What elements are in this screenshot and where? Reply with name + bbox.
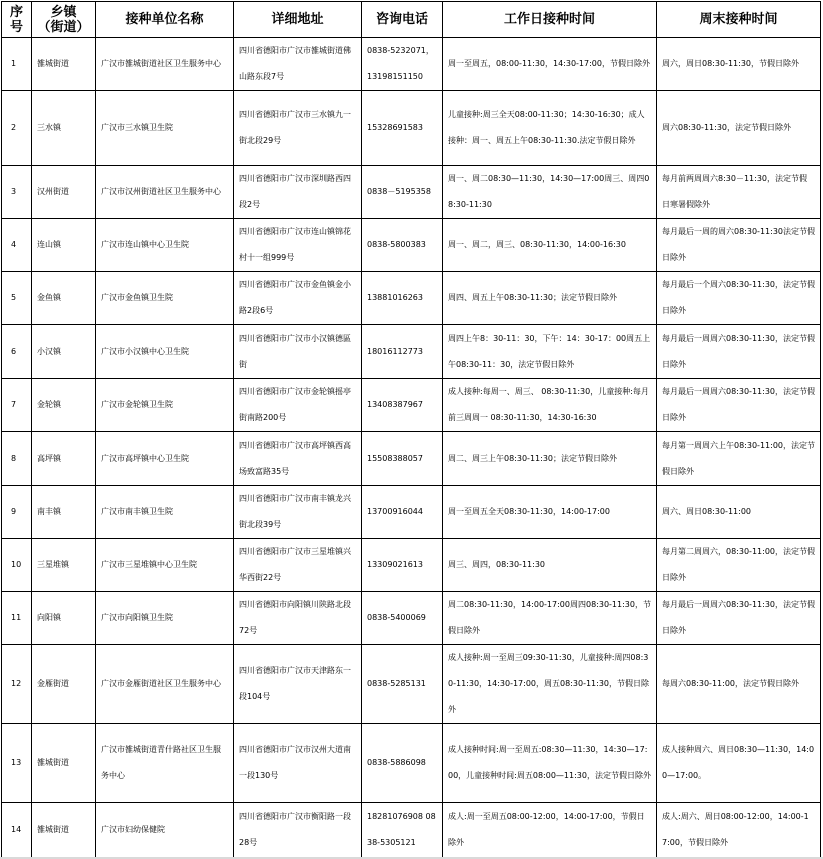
cell-unit: 广汉市金轮镇卫生院 xyxy=(96,379,234,432)
cell-weekend-time: 每月最后一周周六08:30-11:30，法定节假日除外 xyxy=(657,592,821,645)
cell-town: 汉州街道 xyxy=(32,166,96,219)
cell-phone: 15328691583 xyxy=(362,91,443,166)
cell-town: 雒城街道 xyxy=(32,38,96,91)
cell-phone: 0838-5400069 xyxy=(362,592,443,645)
cell-no: 14 xyxy=(2,803,32,858)
cell-weekday-time: 成人:周一至周五08:00-12:00，14:00-17:00，节假日除外 xyxy=(443,803,657,858)
table-row xyxy=(2,38,821,91)
cell-unit: 广汉市南丰镇卫生院 xyxy=(96,486,234,539)
cell-no: 6 xyxy=(2,325,32,379)
header-address: 详细地址 xyxy=(234,2,362,38)
cell-town: 三水镇 xyxy=(32,91,96,166)
cell-phone: 13700916044 xyxy=(362,486,443,539)
cell-no: 1 xyxy=(2,38,32,91)
header-weekday: 工作日接种时间 xyxy=(443,2,657,38)
table-row xyxy=(2,379,821,432)
cell-weekday-time: 周一至周五，08:00-11:30，14:30-17:00，节假日除外 xyxy=(443,38,657,91)
cell-unit: 广汉市金雁街道社区卫生服务中心 xyxy=(96,645,234,724)
cell-weekend-time: 每月第一周周六上午08:30-11:00，法定节假日除外 xyxy=(657,432,821,486)
cell-phone: 0838－5195358 xyxy=(362,166,443,219)
cell-no: 4 xyxy=(2,219,32,272)
cell-address: 四川省德阳市广汉市汉州大道南一段130号 xyxy=(234,724,362,803)
table-row xyxy=(2,272,821,325)
cell-phone: 0838-5800383 xyxy=(362,219,443,272)
cell-town: 金轮镇 xyxy=(32,379,96,432)
cell-address: 四川省德阳市广汉市衡阳路一段28号 xyxy=(234,803,362,858)
cell-phone: 0838-5886098 xyxy=(362,724,443,803)
cell-town: 三星堆镇 xyxy=(32,539,96,592)
cell-no: 2 xyxy=(2,91,32,166)
cell-weekday-time: 儿童接种:周三全天08:00-11:30；14:30-16:30；成人接种：周一、周五上午08:30-11:30.法定节假日除外 xyxy=(443,91,657,166)
cell-weekday-time: 周二08:30-11:30，14:00-17:00周四08:30-11:30，节假日除外 xyxy=(443,592,657,645)
cell-town: 连山镇 xyxy=(32,219,96,272)
cell-phone: 13408387967 xyxy=(362,379,443,432)
cell-address: 四川省德阳市广汉市三水镇九一街北段29号 xyxy=(234,91,362,166)
cell-address: 四川省德阳市广汉市三星堆镇兴华西街22号 xyxy=(234,539,362,592)
cell-phone: 13309021613 xyxy=(362,539,443,592)
cell-weekday-time: 周一、周二08:30—11:30，14:30—17:00周三、周四08:30-11:30 xyxy=(443,166,657,219)
cell-weekday-time: 周三、周四，08:30-11:30 xyxy=(443,539,657,592)
cell-phone: 13881016263 xyxy=(362,272,443,325)
table-row xyxy=(2,486,821,539)
table-row xyxy=(2,432,821,486)
header-town: 乡镇 （街道） xyxy=(32,2,96,38)
table-row xyxy=(2,166,821,219)
header-weekend: 周末接种时间 xyxy=(657,2,821,38)
cell-phone: 0838-5285131 xyxy=(362,645,443,724)
cell-weekend-time: 每月前两周周六8:30－11:30，法定节假日寒暑假除外 xyxy=(657,166,821,219)
cell-no: 9 xyxy=(2,486,32,539)
cell-weekend-time: 每月最后一周周六08:30-11:30，法定节假日除外 xyxy=(657,325,821,379)
table-row xyxy=(2,219,821,272)
cell-no: 12 xyxy=(2,645,32,724)
cell-phone: 18016112773 xyxy=(362,325,443,379)
cell-unit: 广汉市连山镇中心卫生院 xyxy=(96,219,234,272)
cell-weekend-time: 每月第二周周六，08:30-11:00，法定节假日除外 xyxy=(657,539,821,592)
cell-town: 雒城街道 xyxy=(32,803,96,858)
cell-address: 四川省德阳市广汉市金轮镇摇亭街南路200号 xyxy=(234,379,362,432)
cell-weekday-time: 周二、周三上午08:30-11:30；法定节假日除外 xyxy=(443,432,657,486)
cell-address: 四川省德阳市广汉市雒城街道佛山路东段7号 xyxy=(234,38,362,91)
table-row xyxy=(2,803,821,858)
cell-weekday-time: 成人接种:每周一、周三、 08:30-11:30，儿童接种:每月前三周周一 08:30-11:30，14:30-16:30 xyxy=(443,379,657,432)
cell-address: 四川省德阳市广汉市南丰镇龙兴街北段39号 xyxy=(234,486,362,539)
cell-town: 高坪镇 xyxy=(32,432,96,486)
cell-town: 小汉镇 xyxy=(32,325,96,379)
cell-town: 金鱼镇 xyxy=(32,272,96,325)
cell-phone: 0838-5232071，13198151150 xyxy=(362,38,443,91)
cell-unit: 广汉市金鱼镇卫生院 xyxy=(96,272,234,325)
cell-no: 8 xyxy=(2,432,32,486)
cell-unit: 广汉市雒城街道青什路社区卫生服务中心 xyxy=(96,724,234,803)
cell-unit: 广汉市妇幼保健院 xyxy=(96,803,234,858)
cell-unit: 广汉市小汉镇中心卫生院 xyxy=(96,325,234,379)
cell-weekday-time: 周一、周二，周三、08:30-11:30，14:00-16:30 xyxy=(443,219,657,272)
table-row xyxy=(2,539,821,592)
cell-address: 四川省德阳市广汉市深圳路西四段2号 xyxy=(234,166,362,219)
header-no: 序 号 xyxy=(2,2,32,38)
header-phone: 咨询电话 xyxy=(362,2,443,38)
cell-address: 四川省德阳市广汉市天津路东一段104号 xyxy=(234,645,362,724)
header-unit: 接种单位名称 xyxy=(96,2,234,38)
cell-no: 3 xyxy=(2,166,32,219)
table-row xyxy=(2,91,821,166)
cell-weekend-time: 每月最后一个周六08:30-11:30，法定节假日除外 xyxy=(657,272,821,325)
table-row xyxy=(2,724,821,803)
cell-weekend-time: 周六08:30-11:30，法定节假日除外 xyxy=(657,91,821,166)
cell-weekend-time: 成人接种周六、周日08:30—11:30，14:00—17:00。 xyxy=(657,724,821,803)
cell-address: 四川省德阳市向阳镇川陕路北段72号 xyxy=(234,592,362,645)
cell-unit: 广汉市三星堆镇中心卫生院 xyxy=(96,539,234,592)
cell-no: 13 xyxy=(2,724,32,803)
cell-address: 四川省德阳市广汉市小汉镇德區街 xyxy=(234,325,362,379)
cell-phone: 18281076908 0838-5305121 xyxy=(362,803,443,858)
cell-weekend-time: 每月最后一周的周六08:30-11:30法定节假日除外 xyxy=(657,219,821,272)
cell-no: 7 xyxy=(2,379,32,432)
cell-town: 南丰镇 xyxy=(32,486,96,539)
cell-unit: 广汉市向阳镇卫生院 xyxy=(96,592,234,645)
cell-weekday-time: 周四上午8：30-11：30，下午：14：30-17：00周五上午08:30-11：30，法定节假日除外 xyxy=(443,325,657,379)
cell-weekend-time: 每月最后一周周六08:30-11:30，法定节假日除外 xyxy=(657,379,821,432)
cell-town: 向阳镇 xyxy=(32,592,96,645)
cell-phone: 15508388057 xyxy=(362,432,443,486)
table-row xyxy=(2,645,821,724)
table-row xyxy=(2,325,821,379)
cell-weekend-time: 周六、周日08:30-11:00 xyxy=(657,486,821,539)
cell-weekday-time: 成人接种:周一至周三09:30-11:30，儿童接种:周四08:30-11:30，14:30-17:00，周五08:30-11:30，节假日除外 xyxy=(443,645,657,724)
cell-unit: 广汉市汉州街道社区卫生服务中心 xyxy=(96,166,234,219)
cell-address: 四川省德阳市广汉市连山镇锦花村十一组999号 xyxy=(234,219,362,272)
cell-unit: 广汉市高坪镇中心卫生院 xyxy=(96,432,234,486)
table-row xyxy=(2,592,821,645)
cell-unit: 广汉市雒城街道社区卫生服务中心 xyxy=(96,38,234,91)
cell-weekend-time: 成人:周六、周日08:00-12:00，14:00-17:00，节假日除外 xyxy=(657,803,821,858)
cell-weekday-time: 周四、周五上午08:30-11:30；法定节假日除外 xyxy=(443,272,657,325)
cell-weekday-time: 周一至周五全天08:30-11:30，14:00-17:00 xyxy=(443,486,657,539)
header-row xyxy=(2,2,821,38)
cell-weekend-time: 周六，周日08:30-11:30，节假日除外 xyxy=(657,38,821,91)
cell-weekday-time: 成人接种时间:周一至周五:08:30—11:30，14:30—17:00，儿童接种时间:周五08:00—11:30，法定节假日除外 xyxy=(443,724,657,803)
cell-no: 10 xyxy=(2,539,32,592)
cell-weekend-time: 每周六08:30-11:00，法定节假日除外 xyxy=(657,645,821,724)
cell-town: 金雁街道 xyxy=(32,645,96,724)
cell-town: 雒城街道 xyxy=(32,724,96,803)
cell-address: 四川省德阳市广汉市高坪镇西高场致富路35号 xyxy=(234,432,362,486)
cell-unit: 广汉市三水镇卫生院 xyxy=(96,91,234,166)
vaccination-sites-table xyxy=(1,1,821,858)
cell-address: 四川省德阳市广汉市金鱼镇金小路2段6号 xyxy=(234,272,362,325)
cell-no: 11 xyxy=(2,592,32,645)
cell-no: 5 xyxy=(2,272,32,325)
